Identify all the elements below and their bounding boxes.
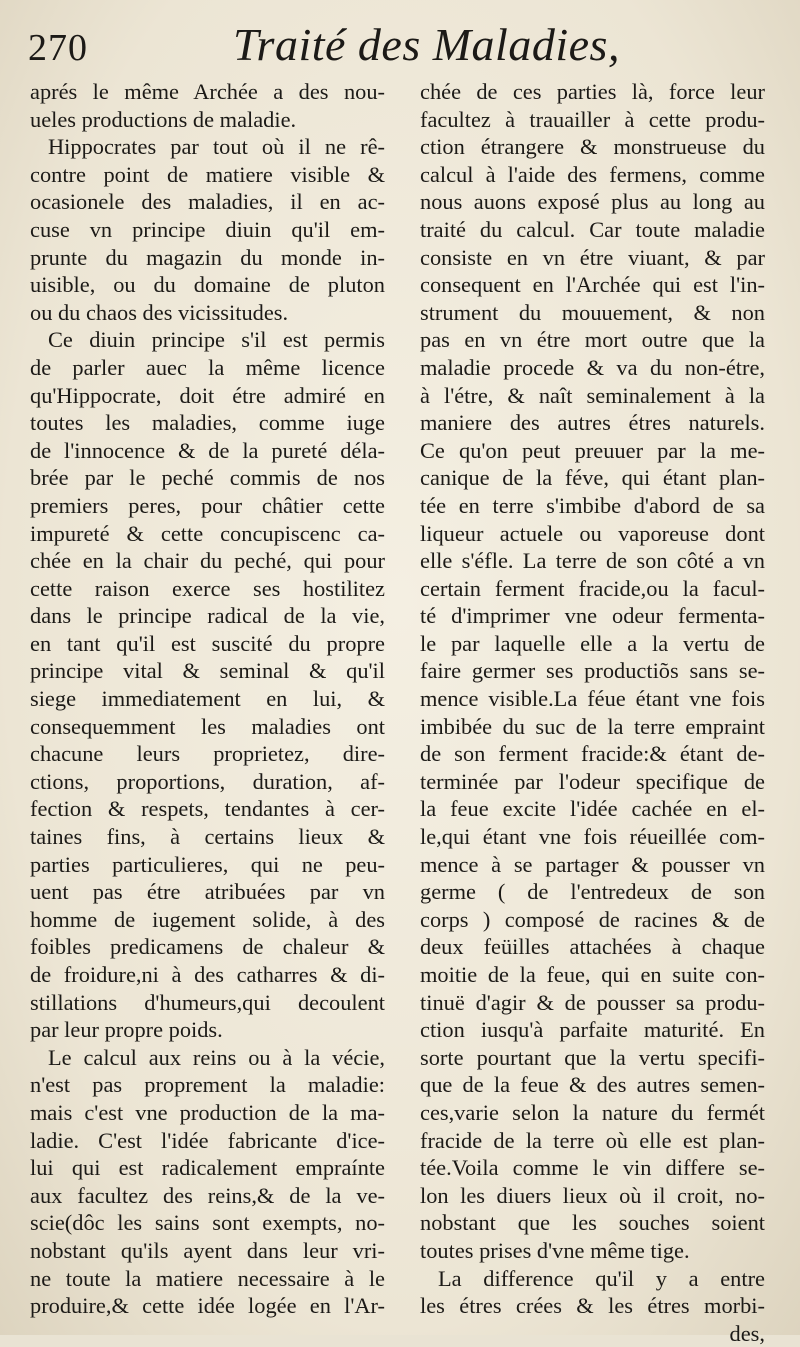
text-line: chée de ces parties là, force leur xyxy=(420,79,765,104)
text-line: sorte pourtant que la vertu specifi- xyxy=(420,1044,765,1070)
text-line: toutes les maladies, comme iuge xyxy=(30,410,385,436)
text-line: chée en la chair du peché, qui pour xyxy=(30,548,385,574)
text-line: certain ferment fracide,ou la facul- xyxy=(420,575,765,601)
text-line: germe ( de l'entredeux de son xyxy=(420,879,765,905)
text-line: brée par le peché commis de nos xyxy=(30,465,385,491)
text-line: prunte du magazin du monde in- xyxy=(30,244,385,270)
text-line: premiers peres, pour châtier cette xyxy=(30,492,385,518)
text-line: stillations d'humeurs,qui decoulent xyxy=(30,989,385,1015)
text-line: calcul à l'aide des fermens, comme xyxy=(420,161,765,187)
text-line: terminée par l'odeur specifique de xyxy=(420,768,765,794)
text-line: ou du chaos des vicissitudes. xyxy=(30,299,289,325)
text-line: elle s'éfle. La terre de son côté a vn xyxy=(420,548,765,574)
text-line: le par laquelle elle a la vertu de xyxy=(420,630,765,656)
text-line: ueles productions de maladie. xyxy=(30,106,297,132)
page-number: 270 xyxy=(28,27,88,69)
text-line: mais c'est vne production de la ma- xyxy=(30,1099,385,1125)
text-line: cuse vn principe diuin qu'il em- xyxy=(30,216,385,242)
text-line: facultez à trauailler à cette produ- xyxy=(420,106,765,132)
text-line: en tant qu'il est suscité du propre xyxy=(30,630,385,656)
text-line: Ce diuin principe s'il est permis xyxy=(48,327,385,353)
text-line: mence visible.La féue étant vne fois xyxy=(420,686,765,712)
text-line: té d'imprimer vne odeur fermenta- xyxy=(420,603,765,629)
text-line: canique de la féve, qui étant plan- xyxy=(420,465,765,491)
text-line: ction étrangere & monstrueuse du xyxy=(420,134,765,160)
text-line: la feue excite l'idée cachée en el- xyxy=(420,796,765,822)
text-line: aux facultez des reins,& de la ve- xyxy=(30,1182,385,1208)
text-line: que de la feue & des autres semen- xyxy=(420,1072,765,1098)
text-line: consiste en vn étre viuant, & par xyxy=(420,244,765,270)
text-line: liqueur actuele ou vaporeuse dont xyxy=(420,520,765,546)
text-line: homme de iugement solide, à des xyxy=(30,906,385,932)
text-line: dans le principe radical de la vie, xyxy=(30,603,385,629)
page-header xyxy=(28,18,780,78)
text-line: produire,& cette idée logée en l'Ar- xyxy=(30,1293,385,1319)
text-line: tée en terre s'imbibe d'abord de sa xyxy=(420,492,765,518)
text-line: pas en vn étre mort outre que la xyxy=(420,327,765,353)
text-line: par leur propre poids. xyxy=(30,1017,223,1043)
text-line: fection & respets, tendantes à cer- xyxy=(30,796,385,822)
text-line: de son ferment fracide:& étant de- xyxy=(420,741,765,767)
text-line: tinuë d'agir & de pousser sa produ- xyxy=(420,989,765,1015)
text-line: La difference qu'il y a entre xyxy=(438,1265,765,1291)
text-line: ne toute la matiere necessaire à le xyxy=(30,1265,385,1291)
text-line: maniere des autres étres naturels. xyxy=(420,410,765,436)
text-line: scie(dôc les sains sont exempts, no- xyxy=(30,1210,385,1236)
text-line: impureté & cette concupiscenc ca- xyxy=(30,520,385,546)
text-line: n'est pas proprement la maladie: xyxy=(30,1072,385,1098)
text-line: parties particulieres, qui ne peu- xyxy=(30,851,385,877)
text-line: siege immediatement en lui, & xyxy=(30,686,385,712)
text-line: traité du calcul. Car toute maladie xyxy=(420,216,765,242)
text-line: nobstant qu'ils ayent dans leur vri- xyxy=(30,1237,385,1263)
text-line: contre point de matiere visible & xyxy=(30,161,385,187)
text-line: lon les diuers lieux où il croit, no- xyxy=(420,1182,765,1208)
text-line: Le calcul aux reins ou à la vécie, xyxy=(48,1044,385,1070)
text-line: nobstant que les souches soient xyxy=(420,1210,765,1236)
text-line: le,qui étant vne fois réueillée com- xyxy=(420,824,765,850)
text-line: consequemment les maladies ont xyxy=(30,713,385,739)
text-line: nous auons exposé plus au long au xyxy=(420,189,765,215)
text-line: taines fins, à certains lieux & xyxy=(30,824,385,850)
text-line: moitie de la feue, qui en suite con- xyxy=(420,962,765,987)
text-line: Ce qu'on peut preuuer par la me- xyxy=(420,437,765,463)
text-line: fracide de la terre où elle est plan- xyxy=(420,1127,765,1153)
text-line: lui qui est radicalement empraínte xyxy=(30,1155,385,1181)
text-line: ladie. C'est l'idée fabricante d'ice- xyxy=(30,1127,385,1153)
text-line: mence à se partager & pousser vn xyxy=(420,851,765,877)
text-line: aprés le même Archée a des nou- xyxy=(30,79,385,104)
text-line: de parler auec la même licence xyxy=(30,354,385,380)
text-line: principe vital & seminal & qu'il xyxy=(30,658,385,684)
text-line: qu'Hippocrate, doit étre admiré en xyxy=(30,382,385,408)
text-line: les étres crées & les étres morbi- xyxy=(420,1293,765,1319)
text-line: maladie procede & va du non-étre, xyxy=(420,354,765,380)
text-line: ocasionele des maladies, il en ac- xyxy=(30,189,385,215)
text-line: corps ) composé de racines & de xyxy=(420,906,765,932)
text-line: uisible, ou du domaine de pluton xyxy=(30,272,385,298)
text-line: des, xyxy=(729,1320,765,1346)
text-line: deux feüilles attachées à chaque xyxy=(420,934,765,960)
right-text-column xyxy=(420,78,765,1347)
text-line: uent pas étre atribuées par vn xyxy=(30,879,385,905)
text-line: consequent en l'Archée qui est l'in- xyxy=(420,272,765,298)
text-line: foibles predicamens de chaleur & xyxy=(30,934,385,960)
text-line: imbibée du suc de la terre empraint xyxy=(420,713,765,739)
running-title: Traité des Maladies, xyxy=(233,19,620,70)
text-line: toutes prises d'vne même tige. xyxy=(420,1237,690,1263)
text-line: ctions, proportions, duration, af- xyxy=(30,768,385,794)
left-text-column xyxy=(30,78,385,1320)
text-line: faire germer ses productiõs sans se- xyxy=(420,658,765,684)
text-line: cette raison exerce ses hostilitez xyxy=(30,575,385,601)
text-line: à l'étre, & naît seminalement à la xyxy=(420,382,765,408)
text-line: de l'innocence & de la pureté déla- xyxy=(30,437,385,463)
text-line: ces,varie selon la nature du fermét xyxy=(420,1099,765,1125)
text-line: Hippocrates par tout où il ne rê- xyxy=(48,134,385,160)
text-line: strument du mouuement, & non xyxy=(420,299,765,325)
text-line: tée.Voila comme le vin differe se- xyxy=(420,1155,765,1181)
text-line: de froidure,ni à des catharres & di- xyxy=(30,962,385,987)
text-line: chacune leurs proprietez, dire- xyxy=(30,741,385,767)
text-line: ction iusqu'à parfaite maturité. En xyxy=(420,1017,765,1043)
